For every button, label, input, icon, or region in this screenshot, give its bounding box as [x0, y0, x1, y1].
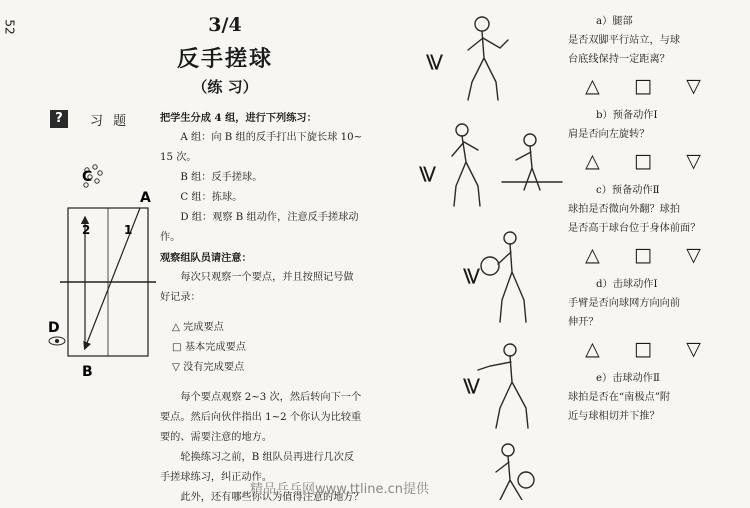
- page-number: 52: [2, 19, 17, 35]
- arrow-icon-a: ⩾: [423, 51, 452, 73]
- square-icon: □: [634, 244, 652, 266]
- question-icon: ?: [50, 110, 68, 128]
- group-d-line: D 组：观察 B 组动作，注意反手搓球动: [180, 212, 359, 223]
- checkpoint-a-line2: 台底线保持一定距离？: [568, 54, 670, 65]
- observe-cont: 好记录：: [160, 292, 201, 303]
- eye-icon: [49, 337, 65, 345]
- checkpoint-c-line2: 是否高于球台位于身体前面？: [568, 223, 701, 234]
- checkpoint-d: [568, 275, 718, 359]
- exercise-label: 习 题: [90, 114, 130, 129]
- arrow-icon-d: ⩾: [460, 375, 489, 397]
- triangle-down-icon: ▽: [686, 244, 701, 266]
- group-d-cont: 作。: [160, 232, 181, 243]
- checkpoint-a-head: a）腿部: [596, 16, 633, 27]
- route-label-1: 1: [124, 223, 133, 237]
- triangle-up-icon: △: [585, 244, 600, 266]
- checkpoint-a-symbols: [568, 77, 718, 96]
- checkpoint-e-line2: 近与球相切并下推？: [568, 411, 660, 422]
- observer-heading: 观察组队员请注意：: [160, 252, 252, 264]
- player-figure-e: [496, 444, 534, 500]
- group-a-cont: 15 次。: [160, 152, 197, 163]
- lesson-title: 反手搓球: [176, 46, 273, 72]
- arrow-icon-b: ⩾: [416, 163, 445, 185]
- checkpoint-a-line1: 是否双脚平行站立，与球: [568, 35, 681, 46]
- checkpoint-b-head: b）预备动作Ⅰ: [596, 110, 658, 121]
- para-1-line-1: 每个要点观察 2~3 次，然后转向下一个: [180, 392, 362, 403]
- main-text: [160, 108, 415, 508]
- para-3-line: 此外，还有哪些你认为值得注意的地方？: [180, 492, 364, 503]
- legend-complete: △ 完成要点: [172, 322, 224, 333]
- lesson-subtitle: （练 习）: [192, 78, 258, 96]
- square-icon: □: [634, 75, 652, 97]
- triangle-up-icon: △: [585, 75, 600, 97]
- triangle-up-icon: △: [585, 150, 600, 172]
- group-b-line: B 组：反手搓球。: [180, 172, 263, 183]
- checkpoint-b-symbols: [568, 152, 718, 171]
- group-a-line: A 组：向 B 组的反手打出下旋长球 10~: [180, 132, 363, 143]
- footer-watermark: 精品乒乓网www.ttline.cn提供: [250, 482, 430, 497]
- intro-line: 把学生分成 4 组，进行下列练习：: [160, 112, 317, 124]
- para-2-line-1: 轮换练习之前，B 组队员再进行几次反: [180, 452, 355, 463]
- court-diagram: [40, 160, 170, 380]
- court-label-b: B: [82, 364, 93, 380]
- triangle-up-icon: △: [585, 338, 600, 360]
- checkpoint-b-line1: 肩是否向左旋转？: [568, 129, 650, 140]
- triangle-down-icon: ▽: [686, 75, 701, 97]
- arrow-icon-c: ⩾: [460, 265, 489, 287]
- route-label-2: 2: [82, 223, 91, 237]
- para-2-line-2: 手搓球练习，纠正动作。: [160, 472, 273, 483]
- player-figure-a: [468, 17, 508, 100]
- court-label-a: A: [140, 190, 151, 206]
- legend-incomplete: ▽ 没有完成要点: [172, 362, 245, 373]
- checkpoint-d-line2: 伸开？: [568, 317, 599, 328]
- checkpoint-column: [568, 12, 718, 426]
- legend-basic: □ 基本完成要点: [172, 342, 246, 353]
- checkpoint-a: [568, 12, 718, 96]
- checkpoint-d-head: d）击球动作Ⅰ: [596, 279, 658, 290]
- player-illustrations: [440, 10, 565, 500]
- checkpoint-e-head: e）击球动作Ⅱ: [596, 373, 660, 384]
- checkpoint-e-line1: 球拍是否在“南极点”附: [568, 392, 671, 403]
- checkpoint-d-symbols: [568, 340, 718, 359]
- para-1-line-3: 要的、需要注意的地方。: [160, 432, 273, 443]
- checkpoint-e: [568, 369, 718, 426]
- checkpoint-c-symbols: [568, 246, 718, 265]
- checkpoint-c-line1: 球拍是否微向外翻？球拍: [568, 204, 681, 215]
- checkpoint-d-line1: 手臂是否向球网方向向前: [568, 298, 681, 309]
- lesson-number: 3/4: [208, 14, 242, 36]
- observe-line: 每次只观察一个要点，并且按照记号做: [180, 272, 354, 283]
- triangle-down-icon: ▽: [686, 150, 701, 172]
- triangle-down-icon: ▽: [686, 338, 701, 360]
- para-1-line-2: 要点。然后向伙伴指出 1~2 个你认为比较重: [160, 412, 362, 423]
- player-figure-b: [452, 124, 562, 206]
- square-icon: □: [634, 150, 652, 172]
- checkpoint-c: [568, 181, 718, 265]
- checkpoint-c-head: c）预备动作Ⅱ: [596, 185, 660, 196]
- square-icon: □: [634, 338, 652, 360]
- group-c-line: C 组：拣球。: [180, 192, 243, 203]
- court-label-c: C: [82, 169, 93, 185]
- checkpoint-b: [568, 106, 718, 171]
- court-label-d: D: [48, 320, 60, 336]
